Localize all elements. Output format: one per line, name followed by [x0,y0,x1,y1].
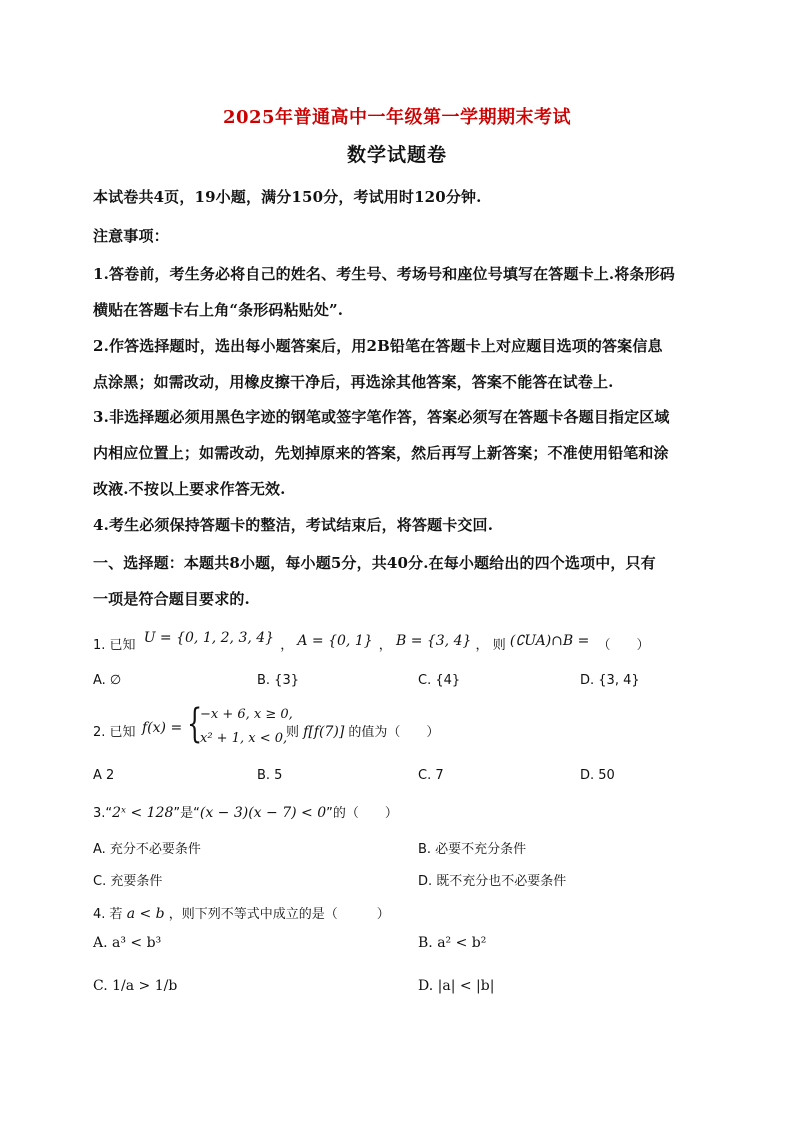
exam-summary: 本试卷共4页，19小题，满分150分，考试用时120分钟. [93,188,482,206]
q2-expression: f[f(7)] [303,724,345,740]
question-3-stem [93,802,398,821]
q2-case-2: x² + 1, x < 0, [200,731,288,746]
q3-option-b: B. 必要不充分条件 [418,842,527,857]
q1-then: 则 [492,638,506,653]
q1-prefix: 1. 已知 [93,638,136,653]
q2-function: f(x) = [142,720,183,736]
q4-condition: a < b [126,906,165,922]
q1-expression: (∁UA)∩B = [509,633,590,649]
section-heading: 一、选择题：本题共8小题，每小题5分，共40分.在每小题给出的四个选项中，只有 [93,554,656,572]
question-2-prefix: 2. 已知 [93,725,136,740]
question-4-stem [93,903,390,922]
question-2-tail [286,721,439,740]
q2-then: 则 [286,725,300,740]
q3-suffix: ”的（ ） [326,806,398,821]
q3-condition-1: 2ˣ < 128 [112,805,174,821]
question-1-stem: 1. 已知 U = {0, 1, 2, 3, 4} ， A = {0, 1} ， B = {3, 4} ， 则 (∁UA)∩B = （ ） [93,630,650,653]
paper-title: 数学试题卷 [346,144,447,166]
q3-mid: ”是“ [173,806,200,821]
q4-option-c: C. 1/a > 1/b [93,978,178,994]
q2-option-d: D. 50 [580,768,615,783]
q1-option-d: D. {3, 4} [580,673,640,688]
q4-option-d: D. |a| < |b| [418,978,495,994]
q2-option-b: B. 5 [257,768,283,783]
q1-option-c: C. {4} [418,673,461,688]
note-line: 点涂黑；如需改动，用橡皮擦干净后，再选涂其他答案，答案不能答在试卷上. [93,373,614,391]
notice-heading: 注意事项： [93,227,169,245]
note-line: 2.作答选择题时，选出每小题答案后，用2B铅笔在答题卡上对应题目选项的答案信息 [93,337,663,355]
q4-option-b: B. a² < b² [418,935,487,951]
q1-set-a: A = {0, 1} [297,633,373,649]
q2-suffix: 的值为（ ） [348,725,440,740]
q2-option-c: C. 7 [418,768,444,783]
q1-set-b: B = {3, 4} [395,633,472,649]
note-line: 内相应位置上；如需改动，先划掉原来的答案，然后再写上新答案；不准使用铅笔和涂 [93,444,669,462]
section-heading: 一项是符合题目要求的. [93,590,250,608]
q3-condition-2: (x − 3)(x − 7) < 0 [199,805,327,821]
q1-option-b: B. {3} [257,673,299,688]
q1-set-u: U = {0, 1, 2, 3, 4} [143,630,275,646]
q3-option-a: A. 充分不必要条件 [93,842,201,857]
note-line: 4.考生必须保持答题卡的整洁，考试结束后，将答题卡交回. [93,516,494,534]
q2-case-1: −x + 6, x ≥ 0, [200,707,293,722]
q1-answer-paren: （ ） [597,638,650,653]
q1-option-a: A. ∅ [93,673,122,688]
q4-option-a: A. a³ < b³ [93,935,162,951]
q3-option-c: C. 充要条件 [93,874,163,889]
note-line: 横贴在答题卡右上角“条形码粘贴处”. [93,301,344,319]
note-line: 3.非选择题必须用黑色字迹的钢笔或签字笔作答，答案必须写在答题卡各题目指定区域 [93,408,670,426]
q4-prefix: 4. 若 [93,907,123,922]
q2-option-a: A 2 [93,768,115,783]
q4-suffix: ，则下列不等式中成立的是（ ） [168,907,390,922]
note-line: 1.答卷前，考生务必将自己的姓名、考生号、考场号和座位号填写在答题卡上.将条形码 [93,265,675,283]
q3-option-d: D. 既不充分也不必要条件 [418,874,567,889]
exam-title: 2025年普通高中一年级第一学期期末考试 [222,107,572,128]
piecewise-brace: { [187,701,203,747]
note-line: 改液.不按以上要求作答无效. [93,480,286,498]
q3-prefix: 3.“ [93,806,113,821]
